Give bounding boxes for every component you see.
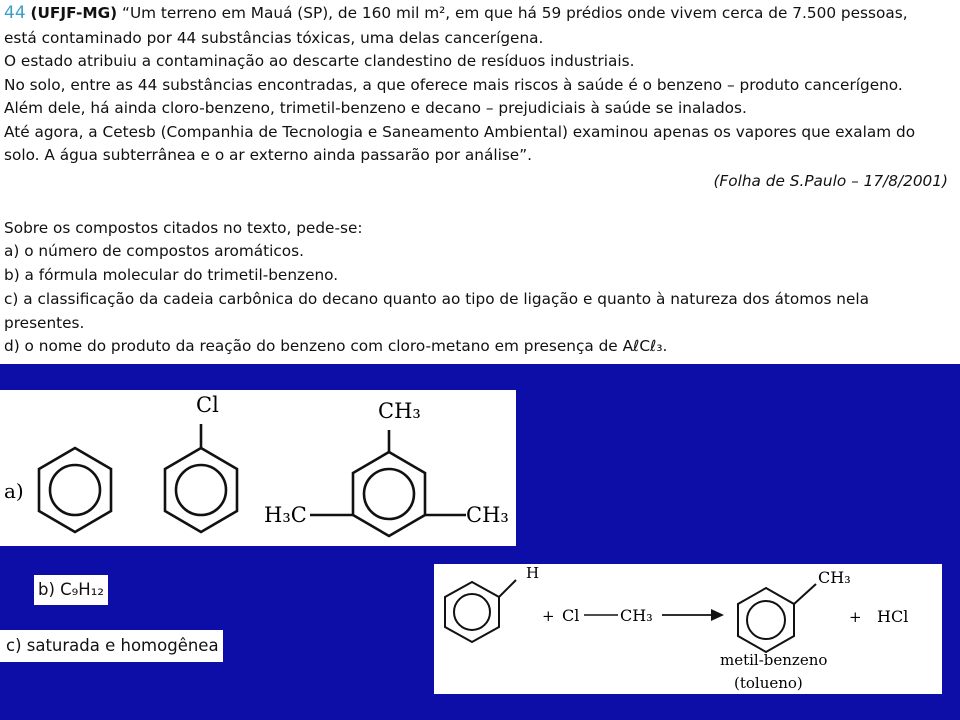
- hydrogen-label: H: [526, 564, 540, 582]
- paragraph-line: solo. A água subterrânea e o ar externo ainda passarão por análise”.: [4, 146, 532, 164]
- product-name: metil-benzeno: [720, 651, 828, 669]
- answers-area: [0, 364, 960, 720]
- chloro-label: Cl: [562, 606, 580, 625]
- answer-a-label: a): [4, 479, 24, 503]
- answer-d-panel: [434, 564, 942, 694]
- reaction-scheme: [434, 564, 942, 694]
- aromatic-structures: [0, 390, 516, 546]
- prompt: Sobre os compostos citados no texto, pede-se:: [4, 219, 363, 237]
- product-alt-name: (tolueno): [734, 674, 803, 692]
- item-b: b) a fórmula molecular do trimetil-benzeno.: [4, 266, 339, 284]
- reaction-arrow-head: [711, 609, 724, 621]
- methyl-left: H₃C: [264, 503, 307, 527]
- toluene-product: [738, 584, 816, 652]
- product-methyl-label: CH₃: [818, 568, 851, 587]
- plus-sign: +: [542, 607, 555, 625]
- item-c-continued: presentes.: [4, 314, 85, 332]
- question-first-line: [4, 3, 954, 23]
- methyl-right: CH₃: [466, 503, 509, 527]
- question-number: 44: [4, 3, 26, 23]
- item-a: a) o número de compostos aromáticos.: [4, 242, 304, 260]
- paragraph-line: “Um terreno em Mauá (SP), de 160 mil m², em que há 59 prédios onde vivem cerca de 7.500 pessoas,: [117, 4, 908, 22]
- trimethylbenzene-structure: [310, 430, 466, 536]
- answer-c: c) saturada e homogênea: [0, 630, 223, 662]
- hcl-label: HCl: [877, 607, 909, 626]
- paragraph-line: No solo, entre as 44 substâncias encontradas, a que oferece mais riscos à saúde é o benzeno – produto cancerígeno.: [4, 76, 903, 94]
- answer-b: b) C₉H₁₂: [34, 575, 108, 605]
- item-d: d) o nome do produto da reação do benzeno com cloro-metano em presença de AℓCℓ₃.: [4, 337, 668, 355]
- item-c: c) a classificação da cadeia carbônica do decano quanto ao tipo de ligação e quanto à natureza dos átomos nela: [4, 290, 870, 308]
- methyl-top: CH₃: [378, 399, 421, 423]
- benzene-reactant: [445, 580, 516, 642]
- methyl-label: CH₃: [620, 606, 653, 625]
- chloro-substituent: Cl: [196, 393, 219, 417]
- question-source: (UFJF-MG): [30, 4, 118, 22]
- paragraph-line: está contaminado por 44 substâncias tóxicas, uma delas cancerígena.: [4, 29, 544, 47]
- chlorobenzene-structure: [165, 424, 237, 532]
- paragraph-line: O estado atribuiu a contaminação ao descarte clandestino de resíduos industriais.: [4, 52, 635, 70]
- paragraph-line: Além dele, há ainda cloro-benzeno, trimetil-benzeno e decano – prejudiciais à saúde se inalados.: [4, 99, 747, 117]
- paragraph-line: Até agora, a Cetesb (Companhia de Tecnologia e Saneamento Ambiental) examinou apenas os vapores que exalam do: [4, 123, 916, 141]
- answer-a-panel: [0, 390, 516, 546]
- citation: (Folha de S.Paulo – 17/8/2001): [713, 172, 948, 190]
- plus-sign: +: [849, 608, 862, 626]
- benzene-structure: [39, 448, 111, 532]
